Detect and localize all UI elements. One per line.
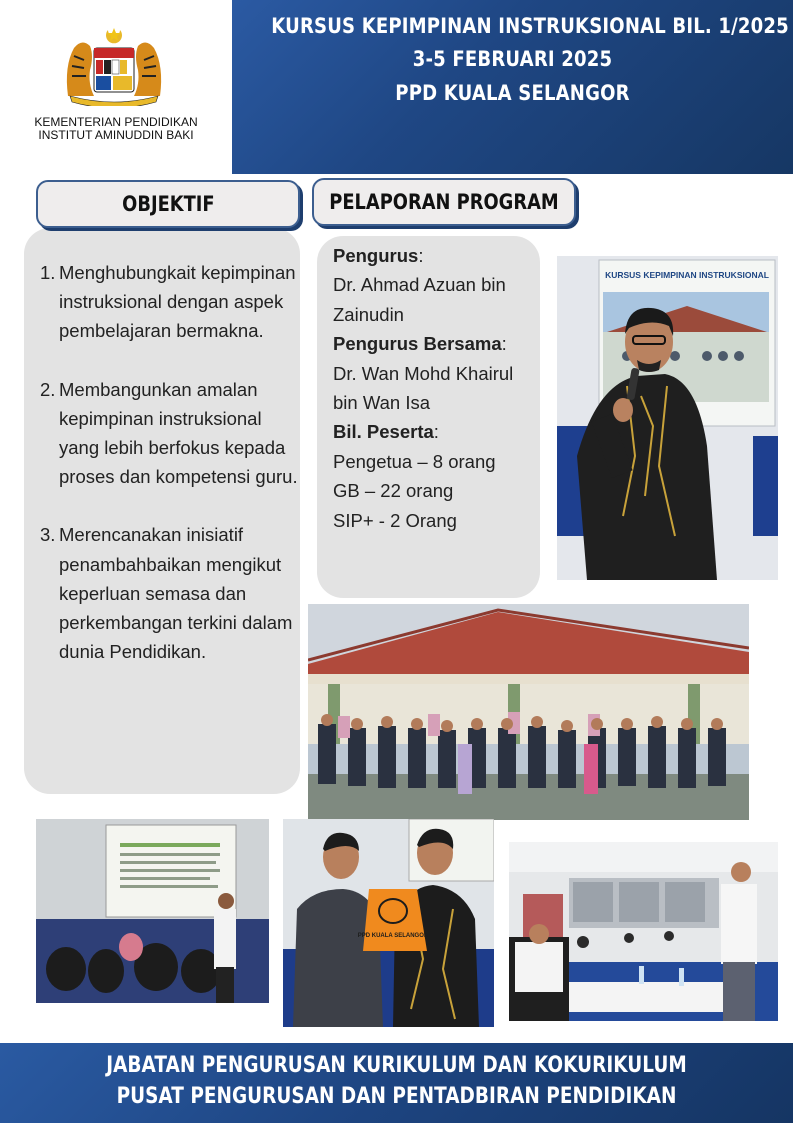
course-location: PPD KUALA SELANGOR <box>395 81 630 105</box>
peserta-line: GB – 22 orang <box>333 480 454 502</box>
pengurus-colon: : <box>418 245 424 266</box>
slide-title-text: KURSUS KEPIMPINAN INSTRUKSIONAL <box>605 270 769 280</box>
list-item <box>40 258 302 346</box>
pelaporan-heading: PELAPORAN PROGRAM <box>329 190 559 214</box>
list-item-number: 3. <box>40 524 56 546</box>
footer-department: JABATAN PENGURUSAN KURIKULUM DAN KOKURIKULUM <box>106 1053 687 1078</box>
footer-centre: PUSAT PENGURUSAN DAN PENTADBIRAN PENDIDIKAN <box>116 1084 677 1109</box>
pengurus-name: Dr. Ahmad Azuan bin Zainudin <box>333 274 506 325</box>
peserta-line: Pengetua – 8 orang <box>333 450 496 472</box>
group-photo <box>308 604 749 820</box>
org-name-line2: INSTITUT AMINUDDIN BAKI <box>38 128 194 142</box>
peserta-label: Bil. Peserta <box>333 421 434 443</box>
course-title: KURSUS KEPIMPINAN INSTRUKSIONAL BIL. 1/2025 <box>271 14 789 38</box>
list-item-text: Merencanakan inisiatif penambahbaikan mengikut keperluan semasa dan perkembangan terkini dalam dunia Pendidikan. <box>59 524 293 663</box>
course-date: 3-5 FEBRUARI 2025 <box>412 47 613 71</box>
objektif-heading: OBJEKTIF <box>121 192 215 216</box>
gift-photo <box>283 819 494 1027</box>
logo-area <box>0 0 232 174</box>
peserta-colon: : <box>433 421 439 443</box>
gift-bag-text: PPD KUALA SELANGOR <box>357 933 429 939</box>
pengurus-bersama-colon: : <box>501 333 507 355</box>
list-item-text: Menghubungkait kepimpinan instruksional dengan aspek pembelajaran bermakna. <box>59 262 296 342</box>
peserta-line: SIP+ - 2 Orang <box>333 509 457 531</box>
meeting-room-photo <box>509 842 778 1021</box>
objektif-list <box>40 258 302 695</box>
title-banner <box>232 0 793 174</box>
pelaporan-heading-tab <box>312 178 576 226</box>
program-report <box>333 241 533 535</box>
list-item-number: 1. <box>40 262 56 283</box>
list-item-text: Membangunkan amalan kepimpinan instruksional yang lebih berfokus kepada proses dan kompetensi guru. <box>59 378 298 488</box>
pengurus-bersama-label: Pengurus Bersama <box>333 333 502 355</box>
malaysia-crest-logo <box>60 26 168 106</box>
pengurus-label: Pengurus <box>333 245 419 266</box>
footer-banner <box>0 1043 793 1123</box>
classroom-photo <box>36 819 269 1003</box>
speaker-photo <box>557 256 778 580</box>
pengurus-bersama-name: Dr. Wan Mohd Khairul bin Wan Isa <box>333 362 514 414</box>
org-name-line1: KEMENTERIAN PENDIDIKAN <box>34 115 198 129</box>
list-item <box>40 375 302 492</box>
list-item-number: 2. <box>40 378 56 400</box>
objektif-heading-tab <box>36 180 300 228</box>
list-item <box>40 520 302 666</box>
